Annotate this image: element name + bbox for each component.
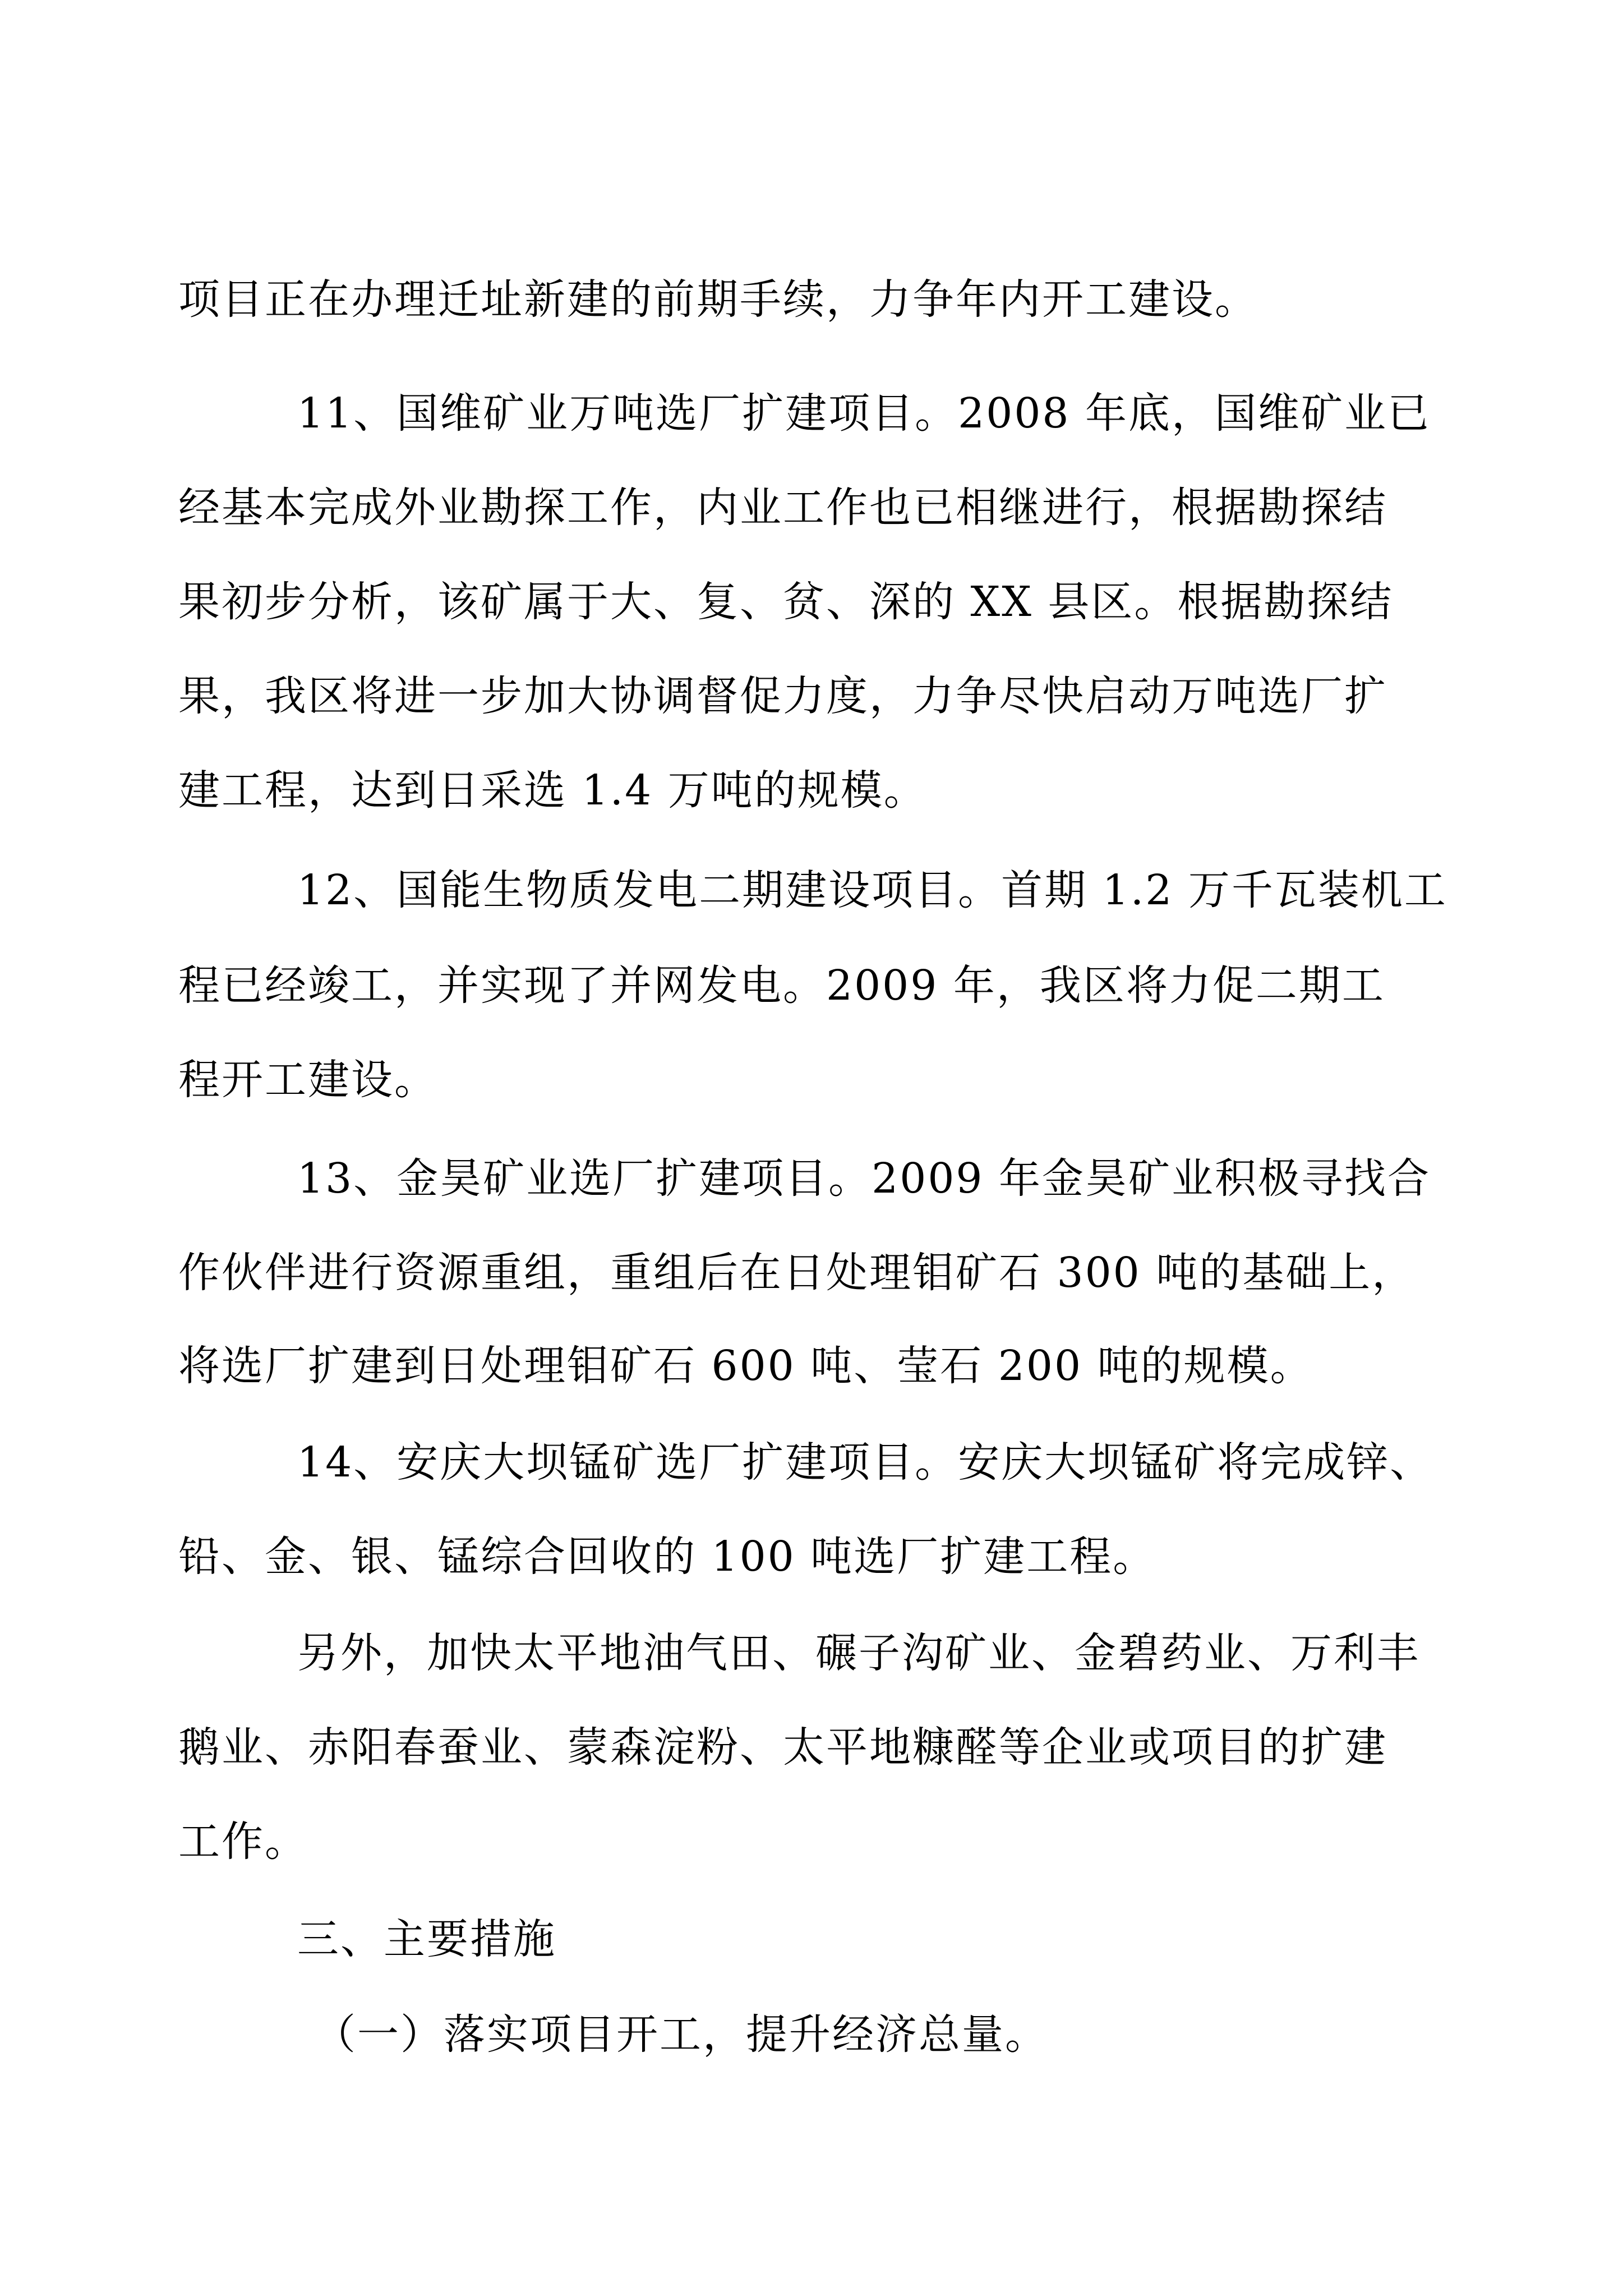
text-line: 工作。 [178, 1818, 308, 1866]
text-line: 13、金昊矿业选厂扩建项目。2009 年金昊矿业积极寻找合 [297, 1154, 1431, 1203]
text-line: 果初步分析，该矿属于大、复、贫、深的 XX 县区。根据勘探结 [178, 578, 1394, 626]
text-line: 建工程，达到日采选 1.4 万吨的规模。 [178, 766, 927, 815]
text-line: 程开工建设。 [178, 1056, 437, 1104]
text-line: 作伙伴进行资源重组，重组后在日处理钼矿石 300 吨的基础上， [178, 1249, 1415, 1297]
text-line: 程已经竣工，并实现了并网发电。2009 年，我区将力促二期工 [178, 961, 1385, 1010]
text-line: 铅、金、银、锰综合回收的 100 吨选厂扩建工程。 [178, 1533, 1156, 1581]
text-line: 项目正在办理迁址新建的前期手续，力争年内开工建设。 [178, 275, 1258, 324]
text-line: 经基本完成外业勘探工作，内业工作也已相继进行，根据勘探结 [178, 484, 1387, 532]
text-line: 另外，加快太平地油气田、碾子沟矿业、金碧药业、万利丰 [297, 1629, 1420, 1677]
text-line: 12、国能生物质发电二期建设项目。首期 1.2 万千瓦装机工 [297, 866, 1447, 914]
text-line: 鹅业、赤阳春蚕业、蒙森淀粉、太平地糠醛等企业或项目的扩建 [178, 1723, 1387, 1772]
text-line: 14、安庆大坝锰矿选厂扩建项目。安庆大坝锰矿将完成锌、 [297, 1438, 1433, 1487]
text-line: 将选厂扩建到日处理钼矿石 600 吨、莹石 200 吨的规模。 [178, 1342, 1313, 1390]
text-line: 11、国维矿业万吨选厂扩建项目。2008 年底，国维矿业已 [297, 389, 1431, 438]
subsection-heading: （一）落实项目开工，提升经济总量。 [314, 2010, 1048, 2059]
section-heading: 三、主要措施 [297, 1915, 556, 1963]
text-line: 果，我区将进一步加大协调督促力度，力争尽快启动万吨选厂扩 [178, 672, 1387, 720]
